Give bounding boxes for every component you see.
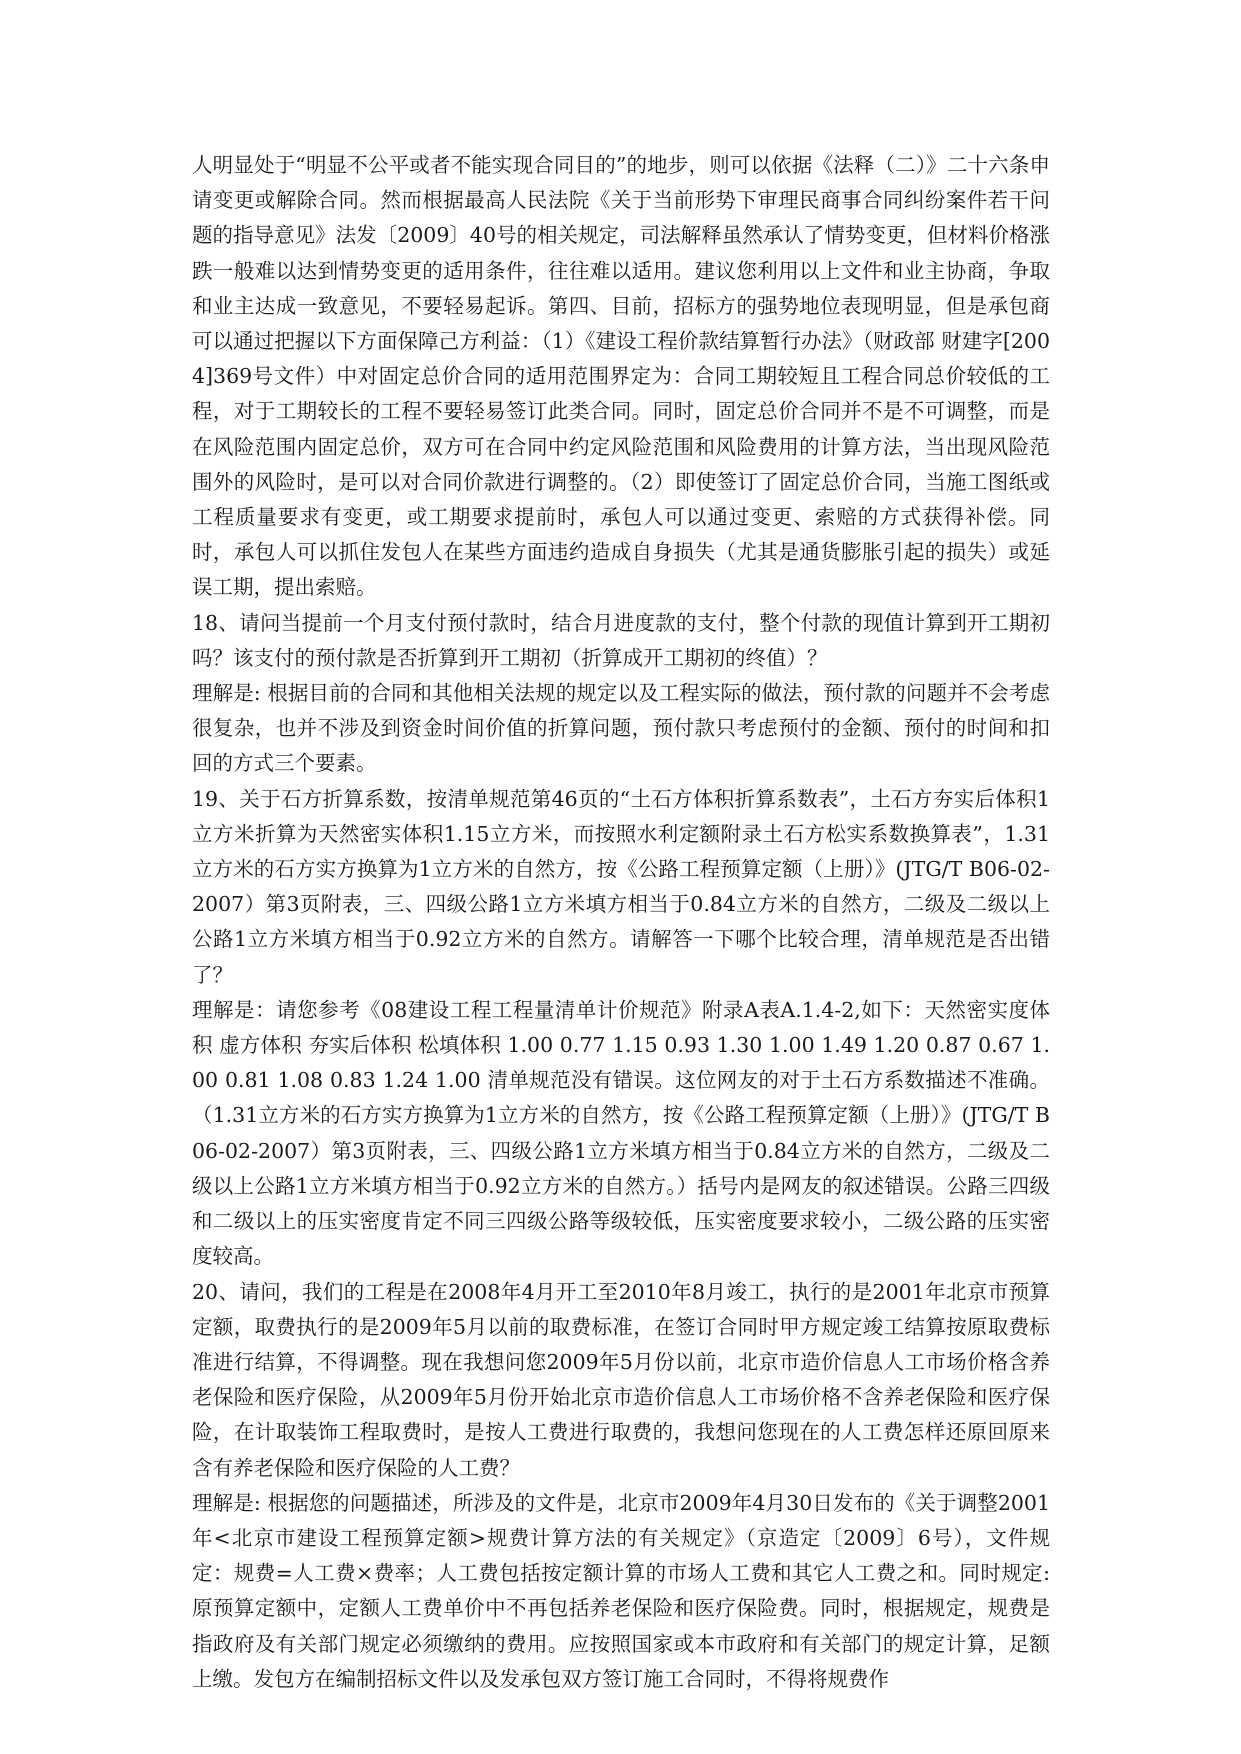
answer-20: 理解是: 根据您的问题描述，所涉及的文件是，北京市2009年4月30日发布的《关于调整2001年<北京市建设工程预算定额>规费计算方法的有关规定》（京造定〔2009〕6号），文件规定：规费=人工费×费率；人工费包括按定额计算的市场人工费和其它人工费之和。同时规定: 原预算定额中，定额人工费单价中不再包括养老保险和医疗保险费。同时，根据规定，规费是指政府及有关部门规定必须缴纳的费用。应按照国家或本市政府和有关部门的规定计算，足额上缴。发包方在编制招标文件以及发承包双方签订施工合同时，不得将规费作 (192, 1490, 1050, 1691)
question-18: 18、请问当提前一个月支付预付款时，结合月进度款的支付，整个付款的现值计算到开工期初吗？该支付的预付款是否折算到开工期初（折算成开工期初的终值）？ (192, 610, 1050, 670)
document-page (192, 148, 1050, 1697)
question-20: 20、请问，我们的工程是在2008年4月开工至2010年8月竣工，执行的是2001年北京市预算定额，取费执行的是2009年5月以前的取费标准，在签订合同时甲方规定竣工结算按原取费标准进行结算，不得调整。现在我想问您2009年5月份以前，北京市造价信息人工市场价格含养老保险和医疗保险，从2009年5月份开始北京市造价信息人工市场价格不含养老保险和医疗保险，在计取装饰工程取费时，是按人工费进行取费的，我想问您现在的人工费怎样还原回原来含有养老保险和医疗保险的人工费？ (192, 1279, 1050, 1480)
paragraph-contract-change: 人明显处于“明显不公平或者不能实现合同目的”的地步，则可以依据《法释（二）》二十六条申请变更或解除合同。然而根据最高人民法院《关于当前形势下审理民商事合同纠纷案件若干问题的指导意见》法发〔2009〕40号的相关规定，司法解释虽然承认了情势变更，但材料价格涨跌一般难以达到情势变更的适用条件，往往难以适用。建议您利用以上文件和业主协商，争取和业主达成一致意见，不要轻易起诉。第四、目前，招标方的强势地位表现明显，但是承包商可以通过把握以下方面保障己方利益：（1）《建设工程价款结算暂行办法》（财政部 财建字[2004]369号文件）中对固定总价合同的适用范围界定为：合同工期较短且工程合同总价较低的工程，对于工期较长的工程不要轻易签订此类合同。同时，固定总价合同并不是不可调整，而是在风险范围内固定总价，双方可在合同中约定风险范围和风险费用的计算方法，当出现风险范围外的风险时，是可以对合同价款进行调整的。（2）即使签订了固定总价合同，当施工图纸或工程质量要求有变更，或工期要求提前时，承包人可以通过变更、索赔的方式获得补偿。同时，承包人可以抓住发包人在某些方面违约造成自身损失（尤其是通货膨胀引起的损失）或延误工期，提出索赔。 (192, 153, 1050, 600)
answer-19: 理解是：请您参考《08建设工程工程量清单计价规范》附录A表A.1.4-2,如下：天然密实度体积 虚方体积 夯实后体积 松填体积 1.00 0.77 1.15 0.93 1.30 1.00 1.49 1.20 0.87 0.67 1.00 0.81 1.08 0.83 1.24 1.00 清单规范没有错误。这位网友的对于土石方系数描述不准确。（1.31立方米的石方实方换算为1立方米的自然方，按《公路工程预算定额（上册）》(JTG/T B06-02-2007）第3页附表，三、四级公路1立方米填方相当于0.84立方米的自然方，二级及二级以上公路1立方米填方相当于0.92立方米的自然方。）括号内是网友的叙述错误。公路三四级和二级以上的压实密度肯定不同三四级公路等级较低，压实密度要求较小，二级公路的压实密度较高。 (192, 997, 1050, 1269)
answer-18: 理解是: 根据目前的合同和其他相关法规的规定以及工程实际的做法，预付款的问题并不会考虑很复杂，也并不涉及到资金时间价值的折算问题，预付款只考虑预付的金额、预付的时间和扣回的方式三个要素。 (192, 681, 1050, 776)
question-19: 19、关于石方折算系数，按清单规范第46页的“土石方体积折算系数表”，土石方夯实后体积1立方米折算为天然密实体积1.15立方米，而按照水利定额附录土石方松实系数换算表”，1.31立方米的石方实方换算为1立方米的自然方，按《公路工程预算定额（上册）》(JTG/T B06-02-2007）第3页附表，三、四级公路1立方米填方相当于0.84立方米的自然方，二级及二级以上公路1立方米填方相当于0.92立方米的自然方。请解答一下哪个比较合理，清单规范是否出错了？ (192, 786, 1050, 987)
